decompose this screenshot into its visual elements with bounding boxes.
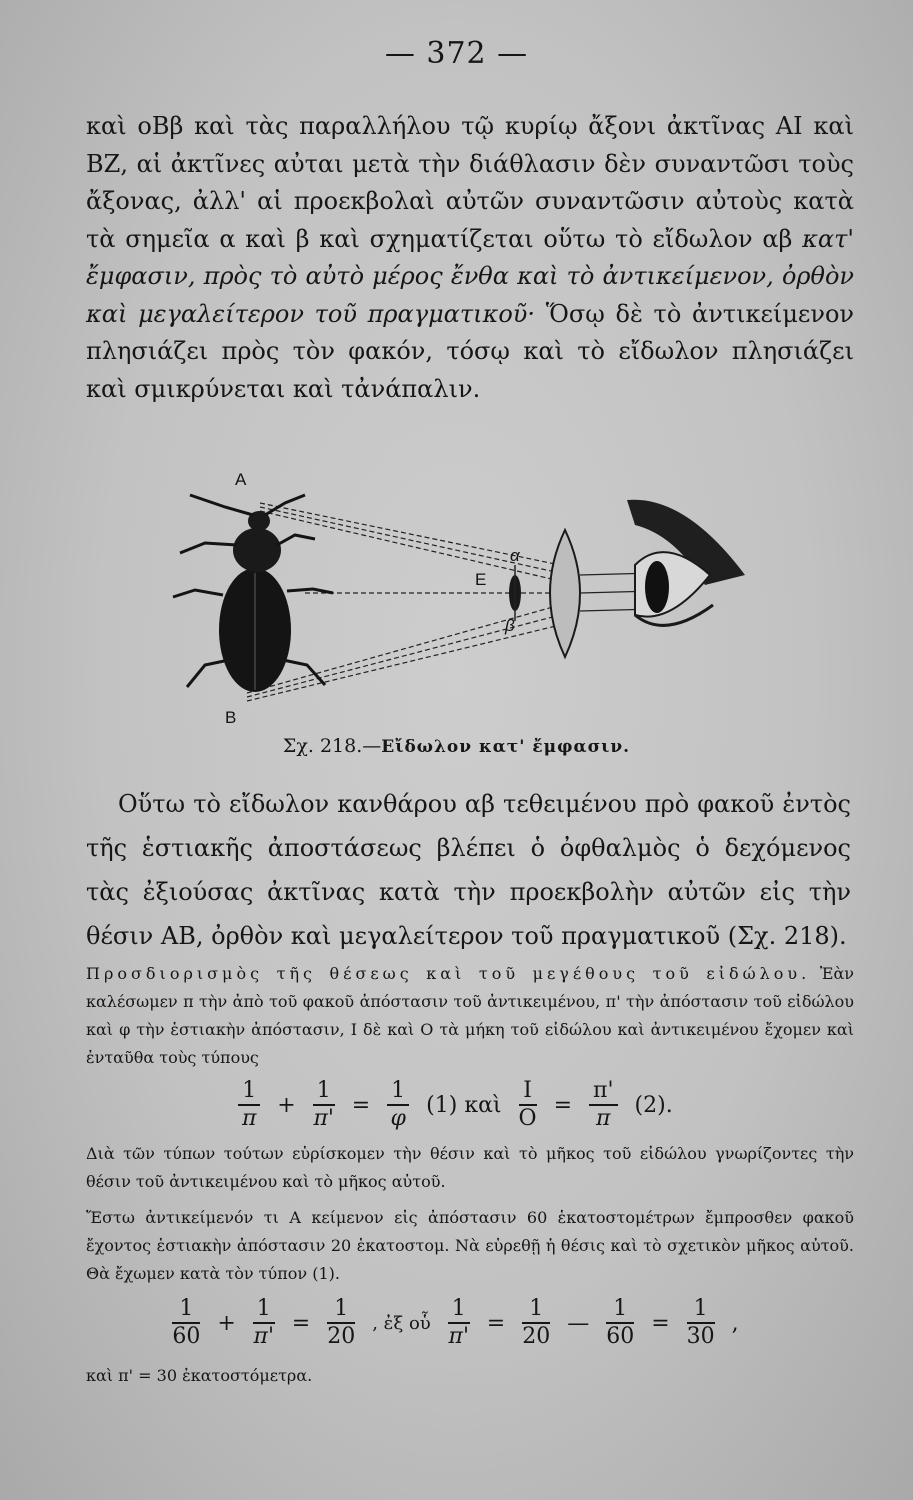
formula-2: $\frac{1}{60}$ + $\frac{1}{\pi'}$ = $\frac{1}{20}$ , ἐξ οὗ $\frac{1}{\pi'}$ = $\frac{1}{20}$ — $\frac{1}{60}$ = $\frac{1}{30}$ , bbox=[172, 1296, 739, 1349]
eye-image bbox=[627, 500, 745, 626]
figure-caption bbox=[0, 735, 913, 757]
result-block bbox=[86, 1362, 854, 1390]
beetle-lens-eye-illustration bbox=[165, 465, 755, 725]
top-paragraph bbox=[86, 108, 854, 408]
convex-lens bbox=[550, 530, 580, 657]
top-paragraph-italic: κατ' ἔμφασιν, πρὸς τὸ αὐτὸ μέρος ἔνθα καὶ τὸ ἀντικείμενον, ὀρθὸν καὶ μεγαλείτερον τοῦ πραγματικοῦ· bbox=[86, 224, 854, 328]
page-number: — 372 — bbox=[384, 36, 529, 71]
label-beta: β bbox=[505, 616, 515, 635]
top-paragraph-part2: Ὅσῳ δὲ τὸ ἀντικείμενον πλησιάζει πρὸς τὸν φακόν, τόσῳ καὶ τὸ εἴδωλον πλησιάζει καὶ σμικρύνεται καὶ τἀνάπαλιν. bbox=[86, 299, 854, 403]
example-text: Ἔστω ἀντικείμενόν τι Α κείμενον εἰς ἀπόστασιν 60 ἑκατοστομέτρων ἔμπροσθεν φακοῦ ἔχοντος ἑστιακὴν ἀπόστασιν 20 ἑκατοστομ. Νὰ εὑρεθῇ ἡ θέσις καὶ τὸ σχετικὸν μῆκος αὐτοῦ. Θὰ ἔχωμεν κατὰ τὸν τύπον (1). bbox=[86, 1208, 854, 1283]
caption-title: Εἴδωλον κατ' ἔμφασιν. bbox=[381, 737, 631, 757]
middle-paragraph: Οὕτω τὸ εἴδωλον κανθάρου αβ τεθειμένου πρὸ φακοῦ ἐντὸς τῆς ἑστιακῆς ἀποστάσεως βλέπει ὁ ὀφθαλμὸς ὁ δεχόμενος τὰς ἐξιούσας ἀκτῖνας κατὰ τὴν προεκβολὴν αὐτῶν εἰς τὴν θέσιν ΑΒ, ὀρθὸν καὶ μεγαλείτερον τοῦ πραγματικοῦ (Σχ. 218). bbox=[86, 790, 851, 950]
frac-pi-prime-over-pi: $\frac{\pi'}{\pi}$ bbox=[589, 1078, 618, 1132]
after-formula-block bbox=[86, 1140, 854, 1196]
example-block bbox=[86, 1204, 854, 1288]
label-b: B bbox=[225, 708, 237, 725]
formula-label-1: (1) καὶ bbox=[426, 1092, 502, 1118]
label-alpha: α bbox=[510, 546, 520, 565]
frac-1-over-pi: $\frac{1}{\pi}$ bbox=[238, 1078, 260, 1132]
frac-1-over-phi: $\frac{1}{\varphi}$ bbox=[387, 1078, 409, 1132]
frac-1-over-pi-prime: $\frac{1}{\pi'}$ bbox=[313, 1078, 334, 1131]
label-e: E bbox=[475, 570, 487, 589]
frac-i-over-o: $\frac{I}{O}$ bbox=[518, 1078, 537, 1131]
determination-block bbox=[86, 960, 854, 1072]
determination-heading: Προσδιορισμὸς τῆς θέσεως καὶ τοῦ μεγέθους τοῦ εἰδώλου. bbox=[86, 964, 811, 983]
after-formula-text: Διὰ τῶν τύπων τούτων εὑρίσκομεν τὴν θέσιν καὶ τὸ μῆκος τοῦ εἰδώλου γνωρίζοντες τὴν θέσιν τοῦ ἀντικειμένου καὶ τὸ μῆκος αὐτοῦ. bbox=[86, 1144, 854, 1191]
formula-label-2: (2). bbox=[634, 1092, 673, 1118]
top-paragraph-part1: καὶ οΒβ καὶ τὰς παραλλήλου τῷ κυρίῳ ἄξονι ἀκτῖνας ΑΙ καὶ ΒΖ, αἱ ἀκτῖνες αὐται μετὰ τὴν διάθλασιν δὲν συναντῶσι τοὺς ἄξονας, ἀλλ' αἱ προεκβολαὶ αὐτῶν συναντῶσιν αὐτοὺς κατὰ τὰ σημεῖα α καὶ β καὶ σχηματίζεται οὕτω τὸ εἴδωλον αβ bbox=[86, 112, 854, 253]
figure-218 bbox=[165, 465, 755, 725]
formula-1: $\frac{1}{\pi}$ + $\frac{1}{\pi'}$ = $\frac{1}{\varphi}$ (1) καὶ $\frac{I}{O}$ = $\frac{\pi'}{\pi}$ (2). bbox=[0, 1078, 913, 1132]
label-a: A bbox=[235, 470, 247, 489]
result-text: καὶ π' = 30 ἑκατοστόμετρα. bbox=[86, 1366, 313, 1385]
determination-text: Ἐὰν καλέσωμεν π τὴν ἀπὸ τοῦ φακοῦ ἀπόστασιν τοῦ ἀντικειμένου, π' τὴν ἀπόστασιν τοῦ εἰδώλου καὶ φ τὴν ἑστιακὴν ἀπόστασιν, Ι δὲ καὶ Ο τὰ μήκη τοῦ εἰδώλου καὶ ἀντικειμένου ἔχομεν καὶ ἐνταῦθα τοὺς τύπους bbox=[86, 964, 854, 1067]
caption-number: Σχ. 218.— bbox=[282, 735, 382, 757]
small-image-ab bbox=[509, 565, 521, 621]
middle-paragraph-block bbox=[86, 782, 851, 958]
